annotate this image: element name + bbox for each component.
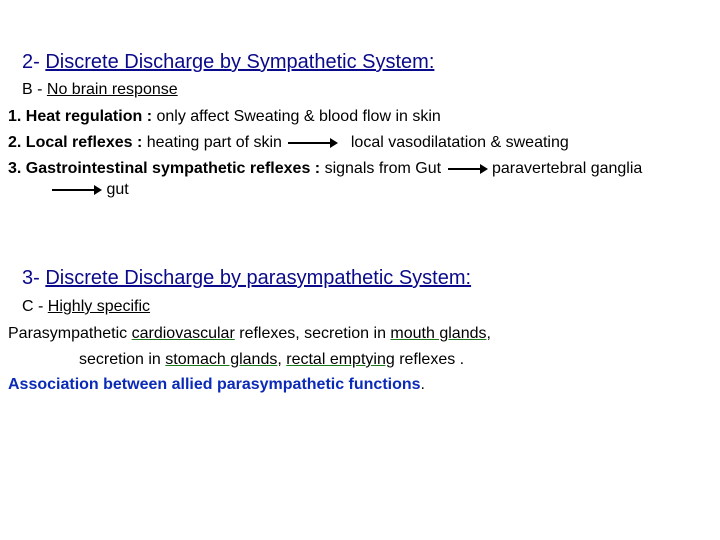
term-rectal-emptying: rectal emptying bbox=[286, 351, 395, 368]
section2-title: Discrete Discharge by Sympathetic System: bbox=[45, 51, 435, 73]
text-segment: reflexes . bbox=[399, 351, 465, 368]
text-segment: secretion in bbox=[79, 351, 161, 368]
list-item-heat-regulation bbox=[8, 107, 441, 127]
item-text: only affect Sweating & blood flow in skin bbox=[156, 108, 441, 125]
association-end: . bbox=[420, 376, 425, 393]
text-segment: Parasympathetic bbox=[8, 325, 128, 342]
section3-title: Discrete Discharge by parasympathetic System: bbox=[45, 267, 472, 289]
association-line bbox=[8, 375, 425, 395]
section2-sub-text: No brain response bbox=[46, 81, 178, 98]
item-cont: gut bbox=[106, 181, 129, 198]
item-text-before: signals from Gut bbox=[324, 160, 442, 177]
term-cardiovascular: cardiovascular bbox=[131, 325, 235, 342]
arrow-icon bbox=[448, 168, 486, 170]
section3-number: 3- bbox=[22, 267, 40, 289]
section3-line2 bbox=[79, 350, 464, 370]
section2-heading bbox=[22, 50, 434, 74]
list-item-local-reflexes bbox=[8, 133, 569, 153]
section3-line1 bbox=[8, 324, 491, 344]
section3-sub-text: Highly specific bbox=[47, 298, 151, 315]
list-item-gi-continuation bbox=[50, 180, 129, 200]
section3-sub bbox=[22, 297, 150, 317]
text-segment: , bbox=[486, 325, 491, 342]
term-stomach-glands: stomach glands bbox=[165, 351, 278, 368]
section2-number: 2- bbox=[22, 51, 40, 73]
section2-sub bbox=[22, 80, 178, 100]
item-text-after: local vasodilatation & sweating bbox=[350, 134, 569, 151]
association-text: Association between allied parasympathetic functions bbox=[8, 376, 421, 393]
arrow-icon bbox=[288, 142, 336, 144]
list-item-gi-reflexes bbox=[8, 159, 642, 179]
item-label: 3. Gastrointestinal sympathetic reflexes : bbox=[8, 160, 321, 177]
item-text-after: paravertebral ganglia bbox=[491, 160, 643, 177]
text-segment: reflexes, secretion in bbox=[239, 325, 386, 342]
section3-sub-letter: C - bbox=[22, 298, 44, 315]
section2-sub-letter: B - bbox=[22, 81, 43, 98]
arrow-icon bbox=[52, 189, 100, 191]
item-text-before: heating part of skin bbox=[146, 134, 282, 151]
item-label: 2. Local reflexes : bbox=[8, 134, 143, 151]
term-mouth-glands: mouth glands bbox=[390, 325, 487, 342]
section3-heading bbox=[22, 266, 471, 290]
text-segment: , bbox=[277, 351, 282, 368]
item-label: 1. Heat regulation : bbox=[8, 108, 153, 125]
